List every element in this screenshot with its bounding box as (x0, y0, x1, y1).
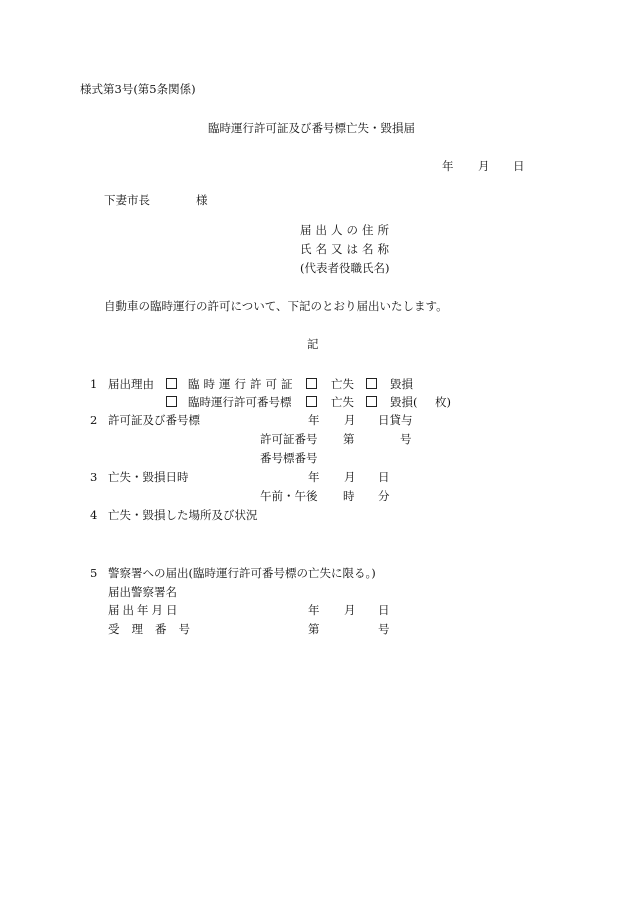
item2-month: 月 (344, 413, 356, 427)
item5-receipt-label: 受理番号 (108, 622, 202, 636)
item4-number: 4 (90, 508, 98, 522)
date-month: 月 (478, 159, 490, 173)
item5-month: 月 (344, 603, 356, 617)
checkbox-permit-loss[interactable] (306, 377, 317, 391)
item3-hour: 時 (343, 489, 355, 503)
applicant-representative-label: (代表者役職氏名) (300, 261, 390, 275)
item5-day: 日 (378, 603, 390, 617)
intro-text: 自動車の臨時運行の許可について、下記のとおり届出いたします。 (104, 299, 448, 313)
form-number: 様式第3号(第5条関係) (80, 82, 196, 96)
item3-day: 日 (378, 470, 390, 484)
addressee-honorific: 様 (196, 193, 208, 207)
item3-label: 亡失・毀損日時 (108, 470, 189, 484)
item1-plate-damage-text: 毀損( (390, 395, 418, 409)
item5-year: 年 (308, 603, 320, 617)
item4-label: 亡失・毀損した場所及び状況 (108, 508, 258, 522)
item5-dai: 第 (308, 622, 320, 636)
item2-go: 号 (400, 432, 412, 446)
item2-day-lend: 日貸与 (378, 413, 413, 427)
item3-year: 年 (308, 470, 320, 484)
item1-permit-text: 臨時運行許可証 (188, 377, 297, 391)
addressee-name: 下妻市長 (104, 193, 150, 207)
item2-year: 年 (308, 413, 320, 427)
item2-plate-number-label: 番号標番号 (260, 451, 318, 465)
item3-month: 月 (344, 470, 356, 484)
item3-ampm: 午前・午後 (260, 489, 318, 503)
item5-date-label: 届出年月日 (108, 603, 181, 617)
item5-station-label: 届出警察署名 (108, 585, 177, 599)
ki-heading: 記 (307, 337, 319, 351)
checkbox-permit[interactable] (166, 377, 177, 391)
item2-permit-number-label: 許可証番号 (260, 432, 318, 446)
item1-plate-count-suffix: 枚) (435, 395, 451, 409)
date-day: 日 (513, 159, 525, 173)
item5-label: 警察署への届出(臨時運行許可番号標の亡失に限る。) (108, 566, 376, 580)
item1-number: 1 (90, 377, 98, 391)
item1-plate-loss-text: 亡失 (331, 395, 354, 409)
checkbox-plate-damage[interactable] (366, 395, 377, 409)
item2-number: 2 (90, 413, 98, 427)
checkbox-plate[interactable] (166, 395, 177, 409)
item3-number: 3 (90, 470, 98, 484)
applicant-name-label: 氏名又は名称 (300, 242, 393, 256)
item3-minute: 分 (378, 489, 390, 503)
item1-permit-loss-text: 亡失 (331, 377, 354, 391)
item1-plate-text: 臨時運行許可番号標 (188, 395, 292, 409)
item5-number: 5 (90, 566, 98, 580)
item1-label: 届出理由 (108, 377, 154, 391)
item2-label: 許可証及び番号標 (108, 413, 200, 427)
checkbox-permit-damage[interactable] (366, 377, 377, 391)
item1-permit-damage-text: 毀損 (390, 377, 413, 391)
item5-go: 号 (378, 622, 390, 636)
document-title: 臨時運行許可証及び番号標亡失・毀損届 (208, 121, 415, 135)
checkbox-plate-loss[interactable] (306, 395, 317, 409)
applicant-address-label: 届出人の住所 (300, 223, 393, 237)
date-year: 年 (442, 159, 454, 173)
item2-dai: 第 (343, 432, 355, 446)
